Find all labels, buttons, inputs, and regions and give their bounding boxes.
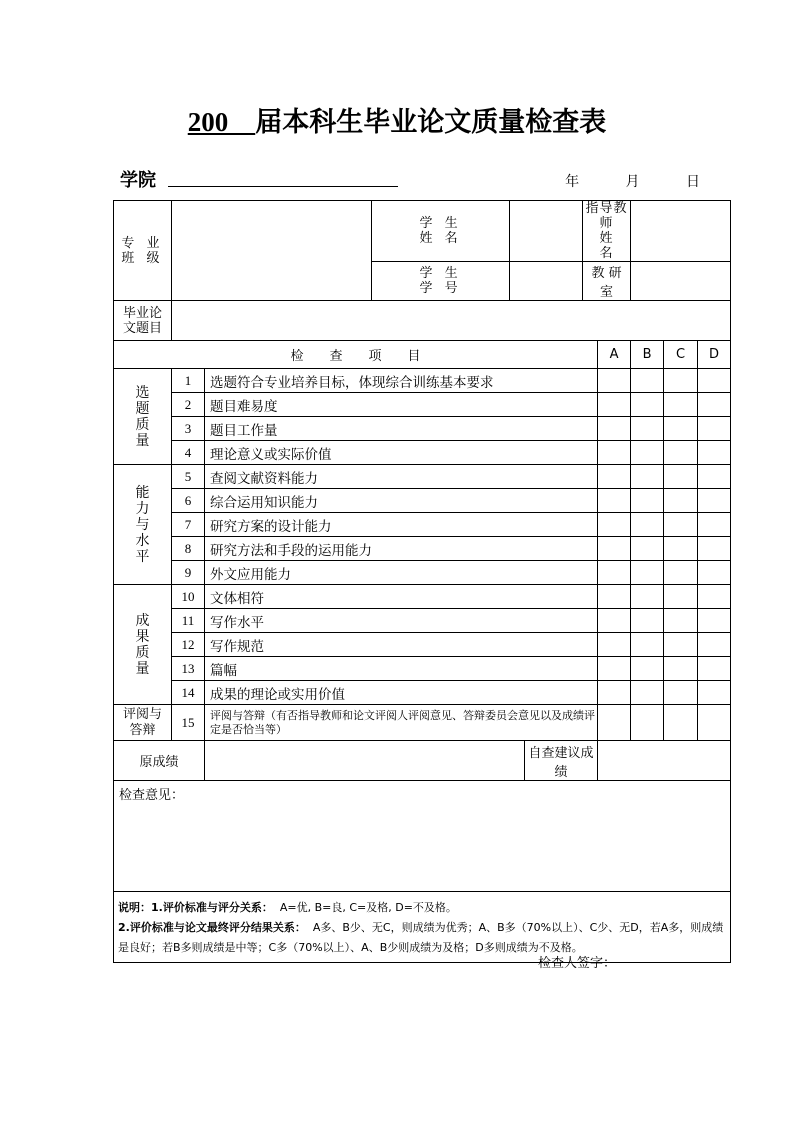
grade-cell-a[interactable]: [598, 609, 631, 633]
suggested-score-field[interactable]: [598, 741, 731, 781]
grade-cell-c[interactable]: [664, 537, 698, 561]
grade-cell-b[interactable]: [631, 585, 664, 609]
group-label: 选 题 质 量: [114, 369, 172, 465]
header-row: [120, 166, 730, 194]
note-2-text: A多、B少、无C，则成绩为优秀；A、B多（70%以上）、C少、无D，若A多，则成绩是良好；若B多则成绩是中等；C多（70%以上）、A、B少则成绩为及格；D多则成绩为不及格。: [118, 921, 724, 954]
student-id-label: 学 生 学 号: [372, 262, 510, 301]
item-text: 选题符合专业培养目标，体现综合训练基本要求: [205, 369, 598, 393]
item-text: 研究方案的设计能力: [205, 513, 598, 537]
date-day: 日: [686, 174, 700, 190]
group-label: 成 果 质 量: [114, 585, 172, 705]
title-year: 200: [187, 107, 256, 137]
grade-cell-d[interactable]: [698, 513, 731, 537]
check-item-row: [114, 633, 731, 657]
grade-cell-a[interactable]: [598, 705, 631, 741]
grade-cell-b[interactable]: [631, 537, 664, 561]
grade-cell-d[interactable]: [698, 417, 731, 441]
page-title: [0, 100, 794, 139]
grade-cell-c[interactable]: [664, 465, 698, 489]
grade-header-d: D: [698, 341, 731, 369]
item-number: 11: [172, 609, 205, 633]
grade-cell-a[interactable]: [598, 561, 631, 585]
grade-cell-c[interactable]: [664, 633, 698, 657]
item-text: 综合运用知识能力: [205, 489, 598, 513]
grade-cell-a[interactable]: [598, 441, 631, 465]
check-item-row: [114, 489, 731, 513]
major-class-field[interactable]: [172, 201, 372, 301]
grade-cell-d[interactable]: [698, 705, 731, 741]
grade-cell-d[interactable]: [698, 393, 731, 417]
item-number: 10: [172, 585, 205, 609]
opinion-label: 检查意见：: [119, 788, 185, 803]
check-item-row: [114, 393, 731, 417]
grade-cell-a[interactable]: [598, 657, 631, 681]
item-text: 篇幅: [205, 657, 598, 681]
grade-cell-c[interactable]: [664, 609, 698, 633]
notes: [114, 892, 731, 963]
grade-cell-c[interactable]: [664, 441, 698, 465]
grade-cell-b[interactable]: [631, 489, 664, 513]
item-text: 写作规范: [205, 633, 598, 657]
grade-header-b: B: [631, 341, 664, 369]
grade-cell-c[interactable]: [664, 657, 698, 681]
original-score-field[interactable]: [205, 741, 525, 781]
grade-cell-b[interactable]: [631, 417, 664, 441]
check-item-row: [114, 609, 731, 633]
item-text: 研究方法和手段的运用能力: [205, 537, 598, 561]
item-text: 理论意义或实际价值: [205, 441, 598, 465]
item-number: 13: [172, 657, 205, 681]
grade-cell-a[interactable]: [598, 633, 631, 657]
check-item-row: [114, 417, 731, 441]
grade-cell-d[interactable]: [698, 369, 731, 393]
defense-label: 评阅与 答辩: [114, 705, 172, 741]
check-item-row: [114, 657, 731, 681]
grade-cell-a[interactable]: [598, 585, 631, 609]
title-text: 届本科生毕业论文质量检查表: [255, 107, 607, 138]
date-month: 月: [625, 174, 640, 190]
grade-cell-a[interactable]: [598, 681, 631, 705]
grade-cell-d[interactable]: [698, 465, 731, 489]
check-item-row: [114, 585, 731, 609]
grade-cell-d[interactable]: [698, 561, 731, 585]
check-item-row: [114, 537, 731, 561]
grade-cell-a[interactable]: [598, 465, 631, 489]
item-number: 9: [172, 561, 205, 585]
item-text: 查阅文献资料能力: [205, 465, 598, 489]
item-text: 文体相符: [205, 585, 598, 609]
grade-cell-a[interactable]: [598, 417, 631, 441]
grade-cell-d[interactable]: [698, 633, 731, 657]
grade-cell-c[interactable]: [664, 393, 698, 417]
grade-cell-d[interactable]: [698, 537, 731, 561]
check-item-row: [114, 681, 731, 705]
major-class-label: 专 业 班 级: [114, 201, 172, 301]
college-field[interactable]: [168, 186, 398, 187]
opinion-area[interactable]: [114, 781, 731, 892]
grade-cell-d[interactable]: [698, 585, 731, 609]
item-text: 题目工作量: [205, 417, 598, 441]
item-number: 7: [172, 513, 205, 537]
signer-label: 检查人签字：: [538, 956, 617, 971]
suggested-score-label: 自查建议成绩: [525, 741, 598, 781]
grade-cell-b[interactable]: [631, 657, 664, 681]
advisor-label: 指导教师 姓 名: [583, 201, 631, 262]
grade-cell-c[interactable]: [664, 417, 698, 441]
original-score-label: 原成绩: [114, 741, 205, 781]
check-items-header: 检 查 项 目: [114, 341, 598, 369]
grade-cell-b[interactable]: [631, 681, 664, 705]
grade-cell-c[interactable]: [664, 585, 698, 609]
item-text: 写作水平: [205, 609, 598, 633]
grade-cell-c[interactable]: [664, 561, 698, 585]
grade-header-a: A: [598, 341, 631, 369]
check-item-row: [114, 561, 731, 585]
grade-cell-d[interactable]: [698, 441, 731, 465]
defense-item: 评阅与答辩（有否指导教师和论文评阅人评阅意见、答辩委员会意见以及成绩评定是否恰当等）: [205, 705, 598, 741]
grade-cell-d[interactable]: [698, 489, 731, 513]
item-number: 15: [172, 705, 205, 741]
grade-cell-c[interactable]: [664, 705, 698, 741]
item-number: 14: [172, 681, 205, 705]
item-text: 外文应用能力: [205, 561, 598, 585]
check-item-row: [114, 369, 731, 393]
grade-cell-b[interactable]: [631, 441, 664, 465]
grade-cell-b[interactable]: [631, 513, 664, 537]
grade-cell-b[interactable]: [631, 369, 664, 393]
item-text: 题目难易度: [205, 393, 598, 417]
note-1-text: A=优, B=良, C=及格, D=不及格。: [279, 901, 457, 914]
grade-cell-d[interactable]: [698, 609, 731, 633]
student-name-label: 学 生 姓 名: [372, 201, 510, 262]
note-2-title: 2.评价标准与论文最终评分结果关系：: [118, 921, 306, 934]
item-text: 成果的理论或实用价值: [205, 681, 598, 705]
grade-cell-b[interactable]: [631, 705, 664, 741]
thesis-title-label: 毕业论 文题目: [114, 301, 172, 341]
check-item-row: [114, 465, 731, 489]
student-id-field[interactable]: [510, 262, 583, 301]
note-1-title: 说明：1.评价标准与评分关系：: [118, 901, 273, 914]
grade-cell-b[interactable]: [631, 393, 664, 417]
check-item-row: [114, 441, 731, 465]
item-number: 2: [172, 393, 205, 417]
date-year: 年: [565, 174, 580, 190]
grade-cell-b[interactable]: [631, 633, 664, 657]
thesis-title-field[interactable]: [172, 301, 731, 341]
item-number: 5: [172, 465, 205, 489]
grade-cell-a[interactable]: [598, 513, 631, 537]
grade-cell-b[interactable]: [631, 609, 664, 633]
item-number: 8: [172, 537, 205, 561]
item-number: 3: [172, 417, 205, 441]
grade-cell-c[interactable]: [664, 681, 698, 705]
item-number: 1: [172, 369, 205, 393]
grade-cell-a[interactable]: [598, 537, 631, 561]
check-form: [113, 200, 730, 963]
student-name-field[interactable]: [510, 201, 583, 262]
grade-cell-a[interactable]: [598, 393, 631, 417]
grade-cell-b[interactable]: [631, 465, 664, 489]
research-office-label: 教 研 室: [583, 262, 631, 301]
grade-cell-a[interactable]: [598, 369, 631, 393]
check-item-row: [114, 513, 731, 537]
grade-cell-a[interactable]: [598, 489, 631, 513]
item-number: 4: [172, 441, 205, 465]
advisor-field[interactable]: [631, 201, 731, 262]
grade-cell-b[interactable]: [631, 561, 664, 585]
grade-header-c: C: [664, 341, 698, 369]
grade-cell-d[interactable]: [698, 657, 731, 681]
grade-cell-c[interactable]: [664, 489, 698, 513]
research-office-field[interactable]: [631, 262, 731, 301]
item-number: 12: [172, 633, 205, 657]
item-number: 6: [172, 489, 205, 513]
check-items-body: [114, 369, 731, 705]
college-label: 学院: [120, 170, 156, 191]
grade-cell-c[interactable]: [664, 369, 698, 393]
grade-cell-d[interactable]: [698, 681, 731, 705]
grade-cell-c[interactable]: [664, 513, 698, 537]
date-line: [543, 171, 700, 191]
group-label: 能 力 与 水 平: [114, 465, 172, 585]
